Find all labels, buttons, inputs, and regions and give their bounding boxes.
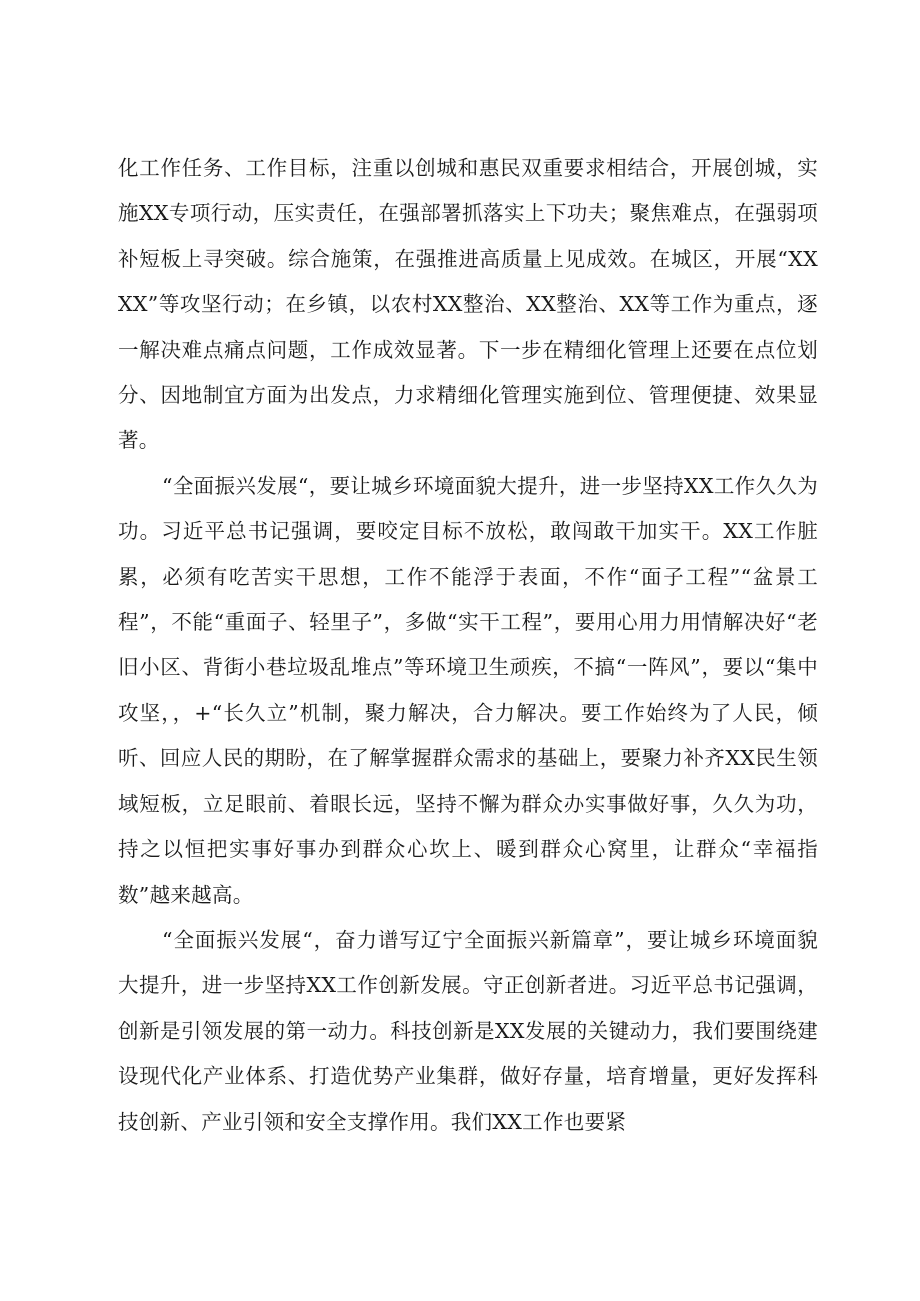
paragraph-innovation: “全面振兴发展“，奋力谱写辽宁全面振兴新篇章”，要让城乡环境面貌大提升，进一步坚持XX工作创新发展。守正创新者进。习近平总书记强调，创新是引领发展的第一动力。科技创新是XX发展的关键动力，我们要围绕建设现代化产业体系、打造优势产业集群，做好存量，培育增量，更好发挥科技创新、产业引领和安全支撑作用。我们XX工作也要紧: [118, 927, 818, 1134]
paragraph-persistence: “全面振兴发展“，要让城乡环境面貌大提升，进一步坚持XX工作久久为功。习近平总书记强调，要咬定目标不放松，敢闯敢干加实干。XX工作脏累，必须有吃苦实干思想，工作不能浮于表面，不作“面子工程”“盆景工程”，不能“重面子、轻里子”，多做“实干工程”，要用心用力用情解决好“老旧小区、背街小巷垃圾乱堆点”等环境卫生顽疾，不搞“一阵风”，要以“集中攻坚，，+“长久立”机制，聚力解决，合力解决。要工作始终为了人民，倾听、回应人民的期盼，在了解掌握群众需求的基础上，要聚力补齐XX民生领域短板，立足眼前、着眼长远，坚持不懈为群众办实事做好事，久久为功，持之以恒把实事好事办到群众心坎上、暖到群众心窝里，让群众“幸福指数”越来越高。: [118, 473, 818, 907]
document-body: [118, 146, 818, 1145]
paragraph-continuation: 化工作任务、工作目标，注重以创城和惠民双重要求相结合，开展创城，实施XX专项行动，压实责任，在强部署抓落实上下功夫；聚焦难点，在强弱项补短板上寻突破。综合施策，在强推进高质量上见成效。在城区，开展“XXXX”等攻坚行动；在乡镇，以农村XX整治、XX整治、XX等工作为重点，逐一解决难点痛点问题，工作成效显著。下一步在精细化管理上还要在点位划分、因地制宜方面为出发点，力求精细化管理实施到位、管理便捷、效果显著。: [118, 156, 818, 453]
